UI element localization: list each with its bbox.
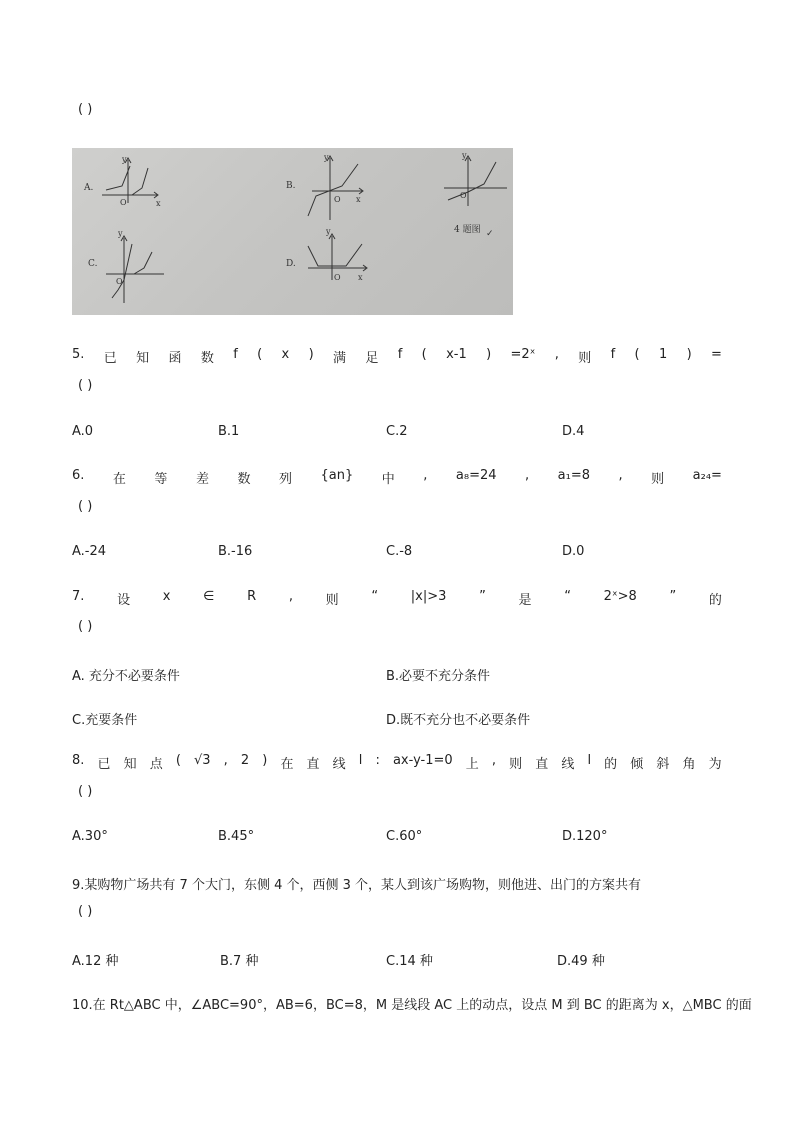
question-token: 数 (200, 351, 214, 366)
question-token: 中 (381, 472, 395, 487)
question-token: f (610, 347, 616, 362)
question-token: 已 (97, 757, 111, 772)
q6-option-d: D.0 (562, 544, 585, 559)
graph-b (308, 156, 363, 220)
axis-x-label-a: x (156, 199, 161, 208)
question-token: , (423, 468, 428, 483)
q7-option-b: B.必要不充分条件 (386, 669, 491, 684)
question-token: ax-y-1=0 (392, 753, 453, 768)
label-d: D. (286, 259, 296, 269)
question-token: 的 (604, 757, 618, 772)
question-token: 列 (278, 472, 292, 487)
question-token: 角 (682, 757, 696, 772)
question-token: 满 (333, 351, 347, 366)
function-graphs-figure (72, 148, 513, 315)
question-token: 直 (306, 757, 320, 772)
question-token: , (223, 753, 228, 768)
question-token: 1 (658, 347, 668, 362)
question-token: , (288, 589, 293, 604)
q5-option-d: D.4 (562, 424, 585, 439)
question-token: 足 (365, 351, 379, 366)
question-token: 则 (651, 472, 665, 487)
question-5-paren: ( ) (78, 378, 93, 393)
question-token: = (711, 347, 722, 362)
question-10-text: 10.在 Rt△ABC 中，∠ABC=90°，AB=6，BC=8，M 是线段 AC 上的动点，设点 M 到 BC 的距离为 x，△MBC 的面 (72, 998, 752, 1013)
q8-option-b: B.45° (218, 829, 255, 844)
question-token: f (233, 347, 238, 362)
origin-label-d: O (334, 273, 341, 282)
question-token: a₂₄= (692, 468, 722, 483)
question-token: 7. (72, 589, 85, 604)
q5-option-c: C.2 (386, 424, 408, 439)
axis-x-label-d: x (358, 273, 363, 282)
q5-option-a: A.0 (72, 424, 94, 439)
question-token: 函 (168, 351, 182, 366)
q6-option-c: C.-8 (386, 544, 413, 559)
question-token: ) (686, 347, 692, 362)
answer-paren: ( ) (78, 102, 93, 117)
question-token: 已 (103, 351, 117, 366)
question-token: 直 (535, 757, 549, 772)
graph-c (106, 236, 164, 303)
question-7-paren: ( ) (78, 619, 93, 634)
q9-option-b: B.7 种 (220, 954, 259, 969)
question-token: 倾 (630, 757, 644, 772)
question-token: =2ˣ (510, 347, 536, 362)
question-token: 数 (237, 472, 251, 487)
q7-option-c: C.充要条件 (72, 713, 138, 728)
label-a: A. (84, 183, 94, 193)
q9-option-c: C.14 种 (386, 954, 433, 969)
question-token: 线 (332, 757, 346, 772)
question-token: 2 (240, 753, 250, 768)
question-token: {an} (320, 468, 354, 483)
q7-option-a: A. 充分不必要条件 (72, 669, 180, 684)
origin-label-b: O (334, 195, 341, 204)
question-token: , (554, 347, 559, 362)
q9-option-a: A.12 种 (72, 954, 119, 969)
question-6-paren: ( ) (78, 499, 93, 514)
question-token: a₈=24 (455, 468, 497, 483)
question-8-line (72, 753, 722, 772)
origin-label-a: O (120, 198, 127, 207)
question-token: 设 (117, 593, 131, 608)
label-b: B. (286, 181, 296, 191)
question-token: , (525, 468, 530, 483)
question-token: ) (486, 347, 492, 362)
question-token: , (491, 753, 497, 768)
q5-option-b: B.1 (218, 424, 240, 439)
question-5-line (72, 347, 722, 366)
question-token: 的 (708, 593, 722, 608)
question-token: 8. (72, 753, 85, 768)
question-token: ” (669, 589, 677, 604)
question-token: 是 (518, 593, 532, 608)
question-token: , (618, 468, 623, 483)
axis-y-label-ref: y (462, 151, 467, 160)
question-token: 则 (578, 351, 592, 366)
question-token: ( (421, 347, 427, 362)
question-token: 2ˣ>8 (603, 589, 637, 604)
question-token: ( (634, 347, 640, 362)
label-c: C. (88, 259, 98, 269)
question-token: ∈ (203, 589, 215, 604)
question-token: √3 (194, 753, 211, 768)
question-token: 5. (72, 347, 85, 362)
question-token: 在 (280, 757, 294, 772)
axis-y-label-c: y (118, 229, 123, 238)
question-token: x-1 (446, 347, 467, 362)
q8-option-a: A.30° (72, 829, 108, 844)
figure-caption: 4 题图 (454, 225, 481, 235)
question-8-paren: ( ) (78, 784, 93, 799)
axis-y-label-a: y (122, 155, 127, 164)
question-6-line (72, 468, 722, 487)
question-token: 斜 (656, 757, 670, 772)
question-7-line (72, 589, 722, 608)
axis-x-label-b: x (356, 195, 361, 204)
question-token: 点 (149, 757, 163, 772)
question-9-text: 9.某购物广场共有 7 个大门，东侧 4 个，西侧 3 个，某人到该广场购物，则他进、出门的方案共有 (72, 878, 642, 893)
question-token: |x|>3 (410, 589, 447, 604)
question-token: l (587, 753, 592, 768)
question-token: 在 (112, 472, 126, 487)
question-token: 线 (561, 757, 575, 772)
question-token: ) (308, 347, 314, 362)
question-token: x (281, 347, 290, 362)
figure-photo (72, 148, 513, 315)
q6-option-b: B.-16 (218, 544, 253, 559)
question-token: 则 (325, 593, 339, 608)
question-token: 差 (195, 472, 209, 487)
axis-y-label-b: y (324, 153, 329, 162)
question-token: 为 (708, 757, 722, 772)
question-token: 等 (154, 472, 168, 487)
question-token: : (375, 753, 380, 768)
question-token: “ (371, 589, 379, 604)
question-token: 则 (509, 757, 523, 772)
q9-option-d: D.49 种 (557, 954, 605, 969)
q8-option-c: C.60° (386, 829, 423, 844)
question-token: ) (262, 753, 268, 768)
question-token: ( (175, 753, 181, 768)
origin-label-ref: O (460, 191, 467, 200)
question-token: ” (479, 589, 486, 604)
question-token: ( (257, 347, 263, 362)
svg-text:✓: ✓ (486, 229, 494, 239)
question-token: “ (564, 589, 571, 604)
question-token: a₁=8 (557, 468, 590, 483)
question-token: 知 (123, 757, 137, 772)
axis-y-label-d: y (326, 227, 331, 236)
question-9-paren: ( ) (78, 904, 93, 919)
question-token: 知 (136, 351, 150, 366)
q6-option-a: A.-24 (72, 544, 107, 559)
question-token: x (162, 589, 171, 604)
question-token: l (358, 753, 363, 768)
graph-reference (444, 156, 507, 206)
origin-label-c: O (116, 277, 123, 286)
q8-option-d: D.120° (562, 829, 608, 844)
question-token: f (397, 347, 403, 362)
question-token: 上 (465, 757, 479, 772)
graph-a (102, 158, 158, 203)
q7-option-d: D.既不充分也不必要条件 (386, 713, 531, 728)
question-token: R (247, 589, 257, 604)
question-token: 6. (72, 468, 85, 483)
